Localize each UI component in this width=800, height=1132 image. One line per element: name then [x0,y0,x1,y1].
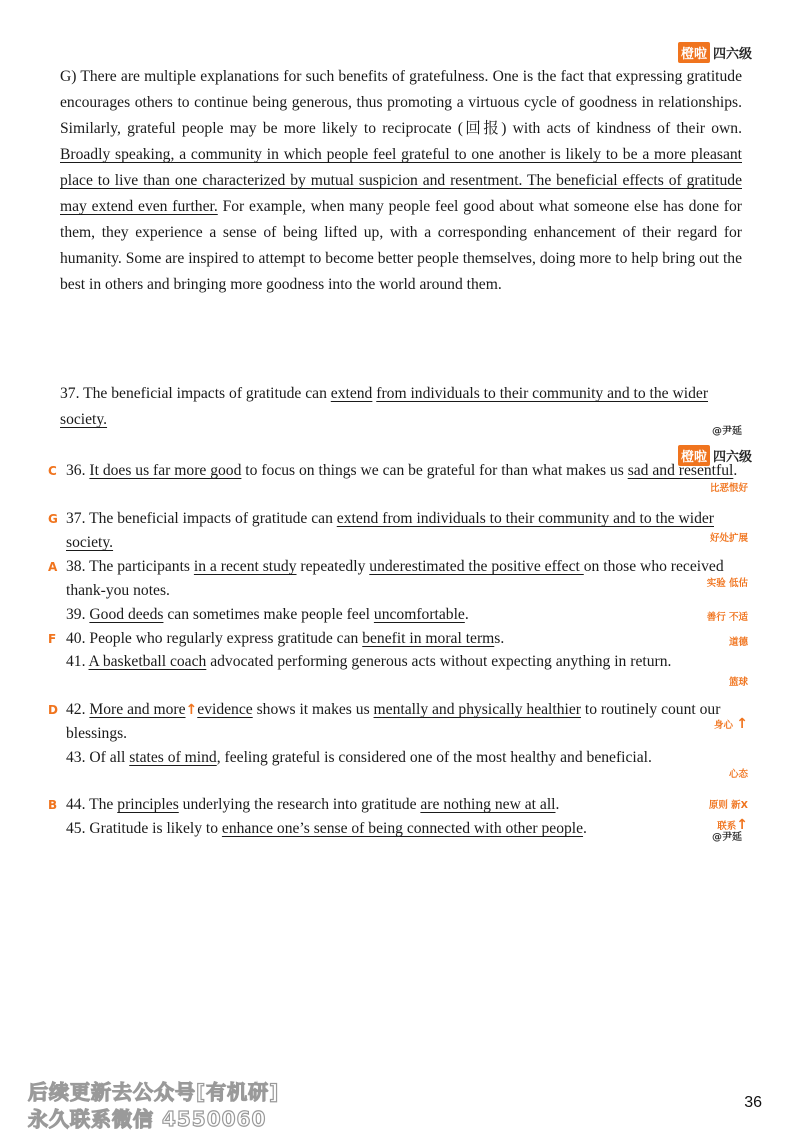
passage-g: G) There are multiple explanations for such benefits of gratefulness. One is the fact that expressing gratitude encourages others to continue being generous, thus promoting a virtuous cycle of goodness in relationships. Similarly, grateful people may be more likely to reciprocate (回报) with acts of kindness of their own. Broadly speaking, a community in which people feel grateful to one another is likely to be a more pleasant place to live than one characterized by mutual suspicion and resentment. The beneficial effects of gratitude may extend even further. For example, when many people feel good about what someone else has done for them, they experience a sense of being lifted up, with a corresponding enhancement of their regard for humanity. Some are inspired to attempt to become better people themselves, doing more to help bring out the best in others and bringing more goodness into the world around them. [60,68,742,293]
question-42: D 42. More and more↑evidence shows it makes us mentally and physically healthier to routinely count our blessings. [48,698,742,746]
question-38: A 38. The participants in a recent study repeatedly underestimated the positive effect on those who received thank-you notes. [48,555,742,603]
brand-logo-2: 橙啦 四六级 [678,445,752,466]
question-37: G 37. The beneficial impacts of gratitude can extend from individuals to their community and to the wider society. [48,507,742,555]
question-36: C 36. It does us far more good to focus on things we can be grateful for than what makes us sad and resentful. [48,459,742,483]
question-41: 41. A basketball coach advocated performing generous acts without expecting anything in return. [66,653,672,670]
brand-black: 四六级 [712,47,752,62]
watermark-author-2: @尹延 [712,832,742,843]
question-39: 39. Good deeds can sometimes make people feel uncomfortable. [66,606,469,623]
note-40: 道德 [728,637,748,648]
answer-letter: A [48,560,58,574]
up-arrow-icon: ↑ [736,716,748,732]
note-43: 心态 [728,769,748,780]
passage-underlined: Broadly speaking, a community in which people feel grateful to one another is likely to be a more pleasant place to live than one characterized by mutual suspicion and resentment. The beneficial effects of gratitude may extend even further. [60,146,742,215]
note-39: 善行 不适 [706,612,748,623]
note-37: 好处扩展 [709,533,748,544]
note-36: 比恶恨好 [709,483,748,494]
up-arrow-icon: ↑ [185,702,198,718]
question-37-excerpt: 37. The beneficial impacts of gratitude can extend from individuals to their community and to the wider society. [60,385,709,428]
footer-line-1: 后续更新去公众号[有机研] [28,1080,280,1104]
up-arrow-icon: ↑ [736,817,748,833]
note-42: 身心 ↑ [713,716,748,732]
note-45: 联系↑ [717,817,748,833]
answer-letter: C [48,464,57,478]
question-43: 43. Of all states of mind, feeling grateful is considered one of the most healthy and beneficial. [66,749,652,766]
answer-letter: F [48,632,57,646]
brand-orange: 橙啦 [678,42,710,63]
watermark-author: @尹延 [712,426,742,437]
brand-logo [678,42,752,63]
question-40: F 40. People who regularly express gratitude can benefit in moral terms. [48,627,742,651]
footer-line-2: 永久联系微信 4550060 [28,1107,267,1131]
answer-letter: B [48,798,58,812]
page-number: 36 [744,1094,762,1111]
note-38: 实验 低估 [706,578,748,589]
note-41: 篮球 [728,677,748,688]
question-45: 45. Gratitude is likely to enhance one’s sense of being connected with other people. [66,820,587,837]
answer-letter: G [48,512,58,526]
answer-letter: D [48,703,58,717]
question-44: B 44. The principles underlying the research into gratitude are nothing new at all. [48,793,742,817]
note-44: 原则 新X [708,800,748,811]
